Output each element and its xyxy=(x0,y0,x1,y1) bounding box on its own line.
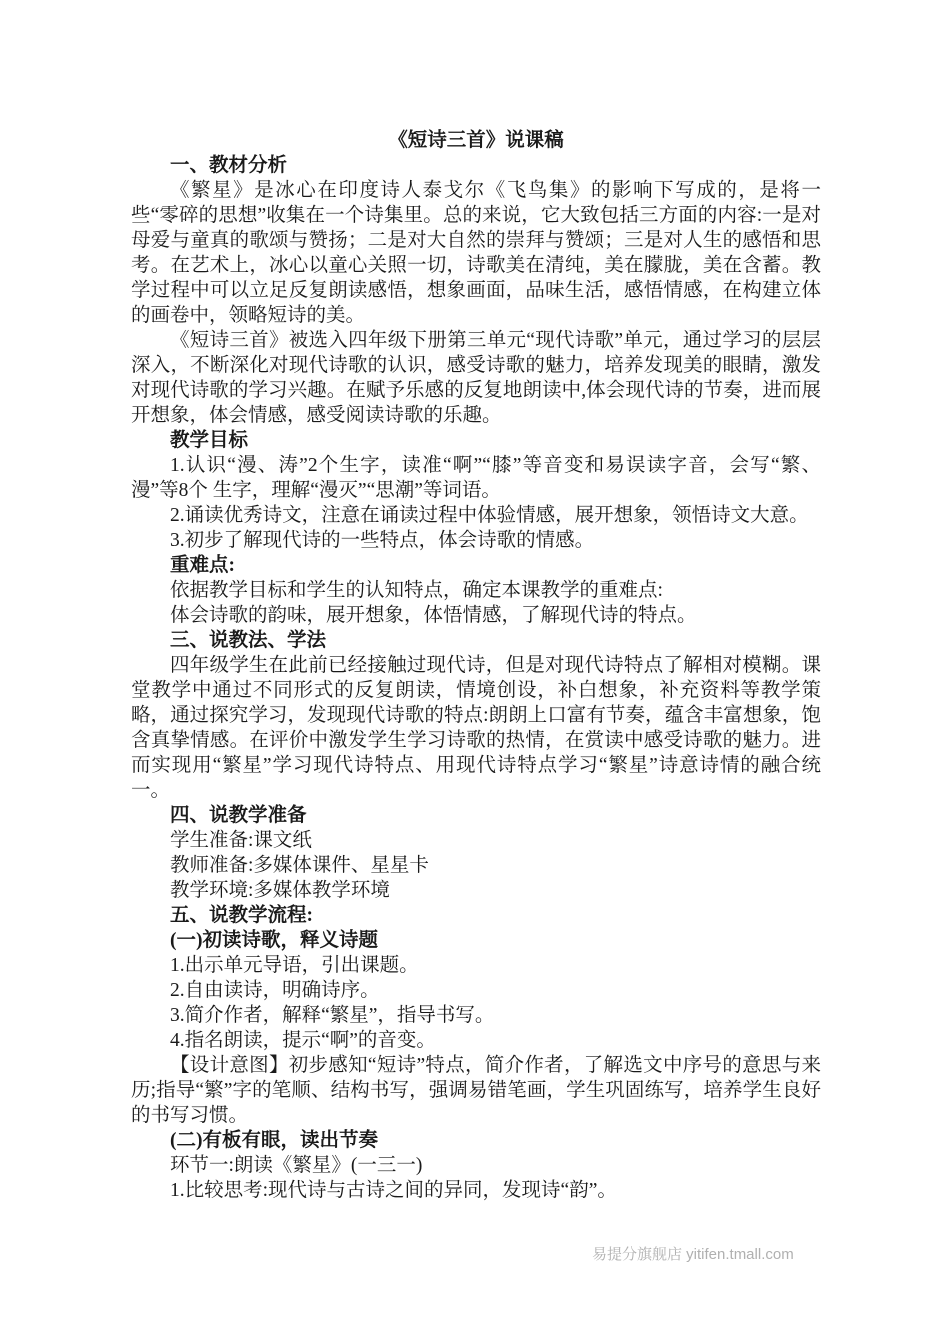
design-intent-paragraph: 【设计意图】初步感知“短诗”特点，简介作者，了解选文中序号的意思与来历;指导“繁”字的笔顺、结构书写，强调易错笔画，学生巩固练写，培养学生良好的书写习惯。 xyxy=(131,1055,821,1126)
section-heading-materials: 一、教材分析 xyxy=(170,155,288,176)
sub-heading-objectives: 教学目标 xyxy=(170,430,249,451)
sub-heading-key-points: 重难点: xyxy=(170,555,235,576)
list-item: 2.诵读优秀诗文，注意在诵读过程中体验情感，展开想象，领悟诗文大意。 xyxy=(170,505,809,526)
doc-title: 《短诗三首》说课稿 xyxy=(388,130,564,151)
list-item: 3.简介作者，解释“繁星”，指导书写。 xyxy=(170,1005,495,1026)
paragraph: 四年级学生在此前已经接触过现代诗，但是对现代诗特点了解相对模糊。课堂教学中通过不同形式的反复朗读，情境创设，补白想象，补充资料等教学策略，通过探究学习，发现现代诗歌的特点:朗朗上口富有节奏，蕴含丰富想象，饱含真挚情感。在评价中激发学生学习诗歌的热情，在赏读中感受诗歌的魅力。进而实现用“繁星”学习现代诗特点、用现代诗特点学习“繁星”诗意诗情的融合统一。 xyxy=(131,655,821,801)
sub-heading-step-1: (一)初读诗歌，释义诗题 xyxy=(170,930,378,951)
list-item: 1.认识“漫、涛”2个生字，读准“啊”“膝”等音变和易误读字音，会写“繁、漫”等8个 生字，理解“漫灭”“思潮”等词语。 xyxy=(131,455,821,501)
paragraph: 《繁星》是冰心在印度诗人泰戈尔《飞鸟集》的影响下写成的，是将一些“零碎的思想”收集在一个诗集里。总的来说，它大致包括三方面的内容:一是对母爱与童真的歌颂与赞扬；二是对大自然的崇拜与赞颂；三是对人生的感悟和思考。在艺术上，冰心以童心关照一切，诗歌美在清纯，美在朦胧，美在含蓄。教学过程中可以立足反复朗读感悟，想象画面，品味生活，感悟情感，在构建立体的画卷中，领略短诗的美。 xyxy=(131,180,821,326)
list-item: 3.初步了解现代诗的一些特点，体会诗歌的情感。 xyxy=(170,530,595,551)
store-watermark: 易提分旗舰店 yitifen.tmall.com xyxy=(592,1246,794,1263)
paragraph: 教学环境:多媒体教学环境 xyxy=(170,880,390,901)
paragraph: 1.比较思考:现代诗与古诗之间的异同，发现诗“韵”。 xyxy=(170,1180,617,1201)
paragraph: 依据教学目标和学生的认知特点，确定本课教学的重难点: xyxy=(170,580,663,601)
paragraph: 《短诗三首》被选入四年级下册第三单元“现代诗歌”单元，通过学习的层层深入，不断深化对现代诗歌的认识，感受诗歌的魅力，培养发现美的眼睛，激发对现代诗歌的学习兴趣。在赋予乐感的反复地朗读中,体会现代诗的节奏，进而展开想象，体会情感，感受阅读诗歌的乐趣。 xyxy=(131,330,821,426)
sub-heading-step-2: (二)有板有眼，读出节奏 xyxy=(170,1130,378,1151)
section-heading-process: 五、说教学流程: xyxy=(170,905,313,926)
list-item: 4.指名朗读，提示“啊”的音变。 xyxy=(170,1030,436,1051)
paragraph: 学生准备:课文纸 xyxy=(170,830,312,851)
document-page xyxy=(131,128,821,1203)
section-heading-methods: 三、说教法、学法 xyxy=(170,630,327,651)
paragraph: 环节一:朗读《繁星》(一三一) xyxy=(170,1155,423,1176)
section-heading-prep: 四、说教学准备 xyxy=(170,805,307,826)
list-item: 2.自由读诗，明确诗序。 xyxy=(170,980,380,1001)
paragraph: 体会诗歌的韵味，展开想象，体悟情感，了解现代诗的特点。 xyxy=(170,605,697,626)
list-item: 1.出示单元导语，引出课题。 xyxy=(170,955,419,976)
paragraph: 教师准备:多媒体课件、星星卡 xyxy=(170,855,429,876)
